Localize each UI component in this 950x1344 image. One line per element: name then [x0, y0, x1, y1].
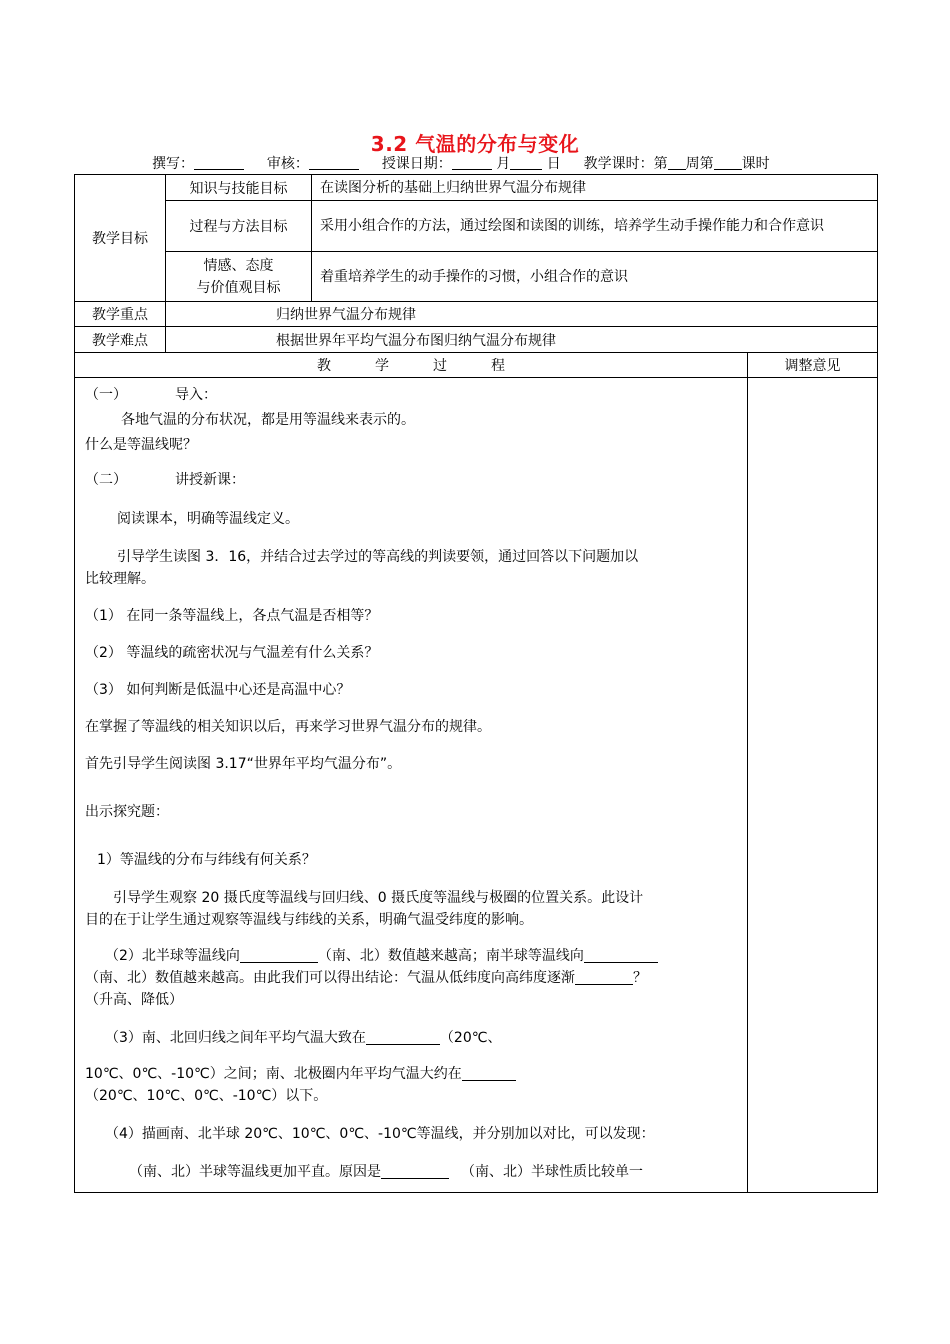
objective-attitude-line1: 情感、态度: [203, 257, 274, 274]
explore-3-b: （20℃、: [439, 1030, 502, 1046]
objective-attitude-line2: 与价值观目标: [196, 279, 281, 296]
explore-5-a: （南、北）半球等温线更加平直。原因是: [129, 1164, 381, 1180]
objective-row-attitude: [75, 252, 878, 302]
explore-3-c: 10℃、0℃、-10℃）之间；南、北极圈内年平均气温大约在: [85, 1066, 462, 1082]
explore-3-d: （20℃、10℃、0℃、-10℃）以下。: [85, 1088, 328, 1104]
process-header-char: 过: [433, 358, 447, 374]
guide-line2: 比较理解。: [85, 571, 155, 587]
objective-process-text: [312, 201, 878, 252]
blank-line: [462, 1064, 516, 1081]
section2-num: （二）: [85, 472, 127, 488]
intro-line2: 什么是等温线呢？: [85, 437, 197, 453]
week-blank: [668, 155, 686, 170]
date-label: 授课日期：: [381, 156, 452, 172]
figure-text: 首先引导学生阅读图 3.17“世界年平均气温分布”。: [85, 756, 402, 772]
key-point-row: [75, 302, 878, 327]
process-header-char: 学: [375, 358, 389, 374]
process-header-char: 程: [491, 358, 505, 374]
key-point-text: 归纳世界气温分布规律: [166, 302, 878, 327]
intro-line1: 各地气温的分布状况，都是用等温线来表示的。: [121, 412, 415, 428]
question-1: （1） 在同一条等温线上，各点气温是否相等？: [85, 608, 379, 624]
difficulty-row: [75, 327, 878, 353]
question-3: （3） 如何判断是低温中心还是高温中心？: [85, 682, 351, 698]
process-body-row: [75, 378, 878, 1193]
explore-1-line2: 目的在于让学生通过观察等温线与纬线的关系，明确气温受纬度的影响。: [85, 912, 533, 928]
month-label: 月: [496, 156, 511, 172]
transition-text: 在掌握了等温线的相关知识以后，再来学习世界气温分布的规律。: [85, 719, 491, 735]
objective-row-knowledge: [75, 175, 878, 201]
section1-title: 导入：: [175, 387, 217, 403]
objective-knowledge-name: 知识与技能目标: [166, 175, 312, 201]
guide-line1: 引导学生读图 3．16，并结合过去学过的等高线的判读要领，通过回答以下问题加以: [117, 549, 639, 565]
process-header-row: [75, 353, 878, 378]
explore-1: 1）等温线的分布与纬线有何关系？: [97, 852, 316, 868]
week-label: 周第: [685, 156, 714, 172]
review-label: 审核：: [266, 156, 309, 172]
author-blank: [194, 155, 244, 170]
explore-3-a: （3）南、北回归线之间年平均气温大致在: [105, 1030, 366, 1046]
objective-knowledge-text: 在读图分析的基础上归纳世界气温分布规律: [312, 175, 878, 201]
process-content: [75, 378, 748, 1193]
meta-line: [152, 153, 770, 173]
section1-num: （一）: [85, 387, 127, 403]
explore-5-b: （南、北）半球性质比较单一: [461, 1164, 643, 1180]
process-header: [75, 353, 748, 378]
blank-line: [366, 1028, 440, 1045]
objective-attitude-name: [166, 252, 312, 302]
page-title: 3.2 气温的分布与变化: [370, 132, 580, 156]
explore-2-c: （南、北）数值越来越高。由此我们可以得出结论：气温从低纬度向高纬度逐渐: [85, 970, 575, 986]
objective-row-process: [75, 201, 878, 252]
adjust-content: [748, 378, 878, 1193]
month-blank: [452, 155, 492, 170]
read-text: 阅读课本，明确等温线定义。: [117, 511, 299, 527]
process-header-char: 教: [317, 358, 331, 374]
objective-process-name: 过程与方法目标: [166, 201, 312, 252]
key-point-label: 教学重点: [75, 302, 166, 327]
period-label: 教学课时：第: [583, 156, 668, 172]
objectives-label: 教学目标: [75, 175, 166, 302]
objective-attitude-text: 着重培养学生的动手操作的习惯，小组合作的意识: [312, 252, 878, 302]
adjust-header: 调整意见: [748, 353, 878, 378]
explore-4: （4）描画南、北半球 20℃、10℃、0℃、-10℃等温线，并分别加以对比，可以发现：: [105, 1126, 655, 1142]
period-blank: [714, 155, 742, 170]
explore-2-a: （2）北半球等温线向: [105, 948, 240, 964]
day-blank: [510, 155, 542, 170]
blank-line: [381, 1162, 449, 1179]
lesson-plan-table: [74, 174, 878, 1193]
blank-line: [240, 946, 318, 963]
difficulty-label: 教学难点: [75, 327, 166, 353]
difficulty-text: 根据世界年平均气温分布图归纳气温分布规律: [166, 327, 878, 353]
explore-2-b: （南、北）数值越来越高；南半球等温线向: [317, 948, 584, 964]
question-2: （2） 等温线的疏密状况与气温差有什么关系？: [85, 645, 379, 661]
blank-line: [584, 946, 658, 963]
review-blank: [309, 155, 359, 170]
period-suffix: 课时: [741, 156, 770, 172]
explore-heading: 出示探究题：: [85, 804, 169, 820]
explore-1-line1: 引导学生观察 20 摄氏度等温线与回归线、0 摄氏度等温线与极圈的位置关系。此设计: [113, 890, 644, 906]
section2-title: 讲授新课：: [175, 472, 245, 488]
blank-line: [575, 968, 633, 985]
author-label: 撰写：: [152, 156, 194, 172]
day-label: 日: [546, 156, 561, 172]
objective-process-content: 采用小组合作的方法，通过绘图和读图的训练，培养学生动手操作能力和合作意识: [320, 218, 824, 234]
explore-2-options: （升高、降低）: [85, 992, 183, 1008]
explore-2-d: ？: [633, 970, 647, 986]
